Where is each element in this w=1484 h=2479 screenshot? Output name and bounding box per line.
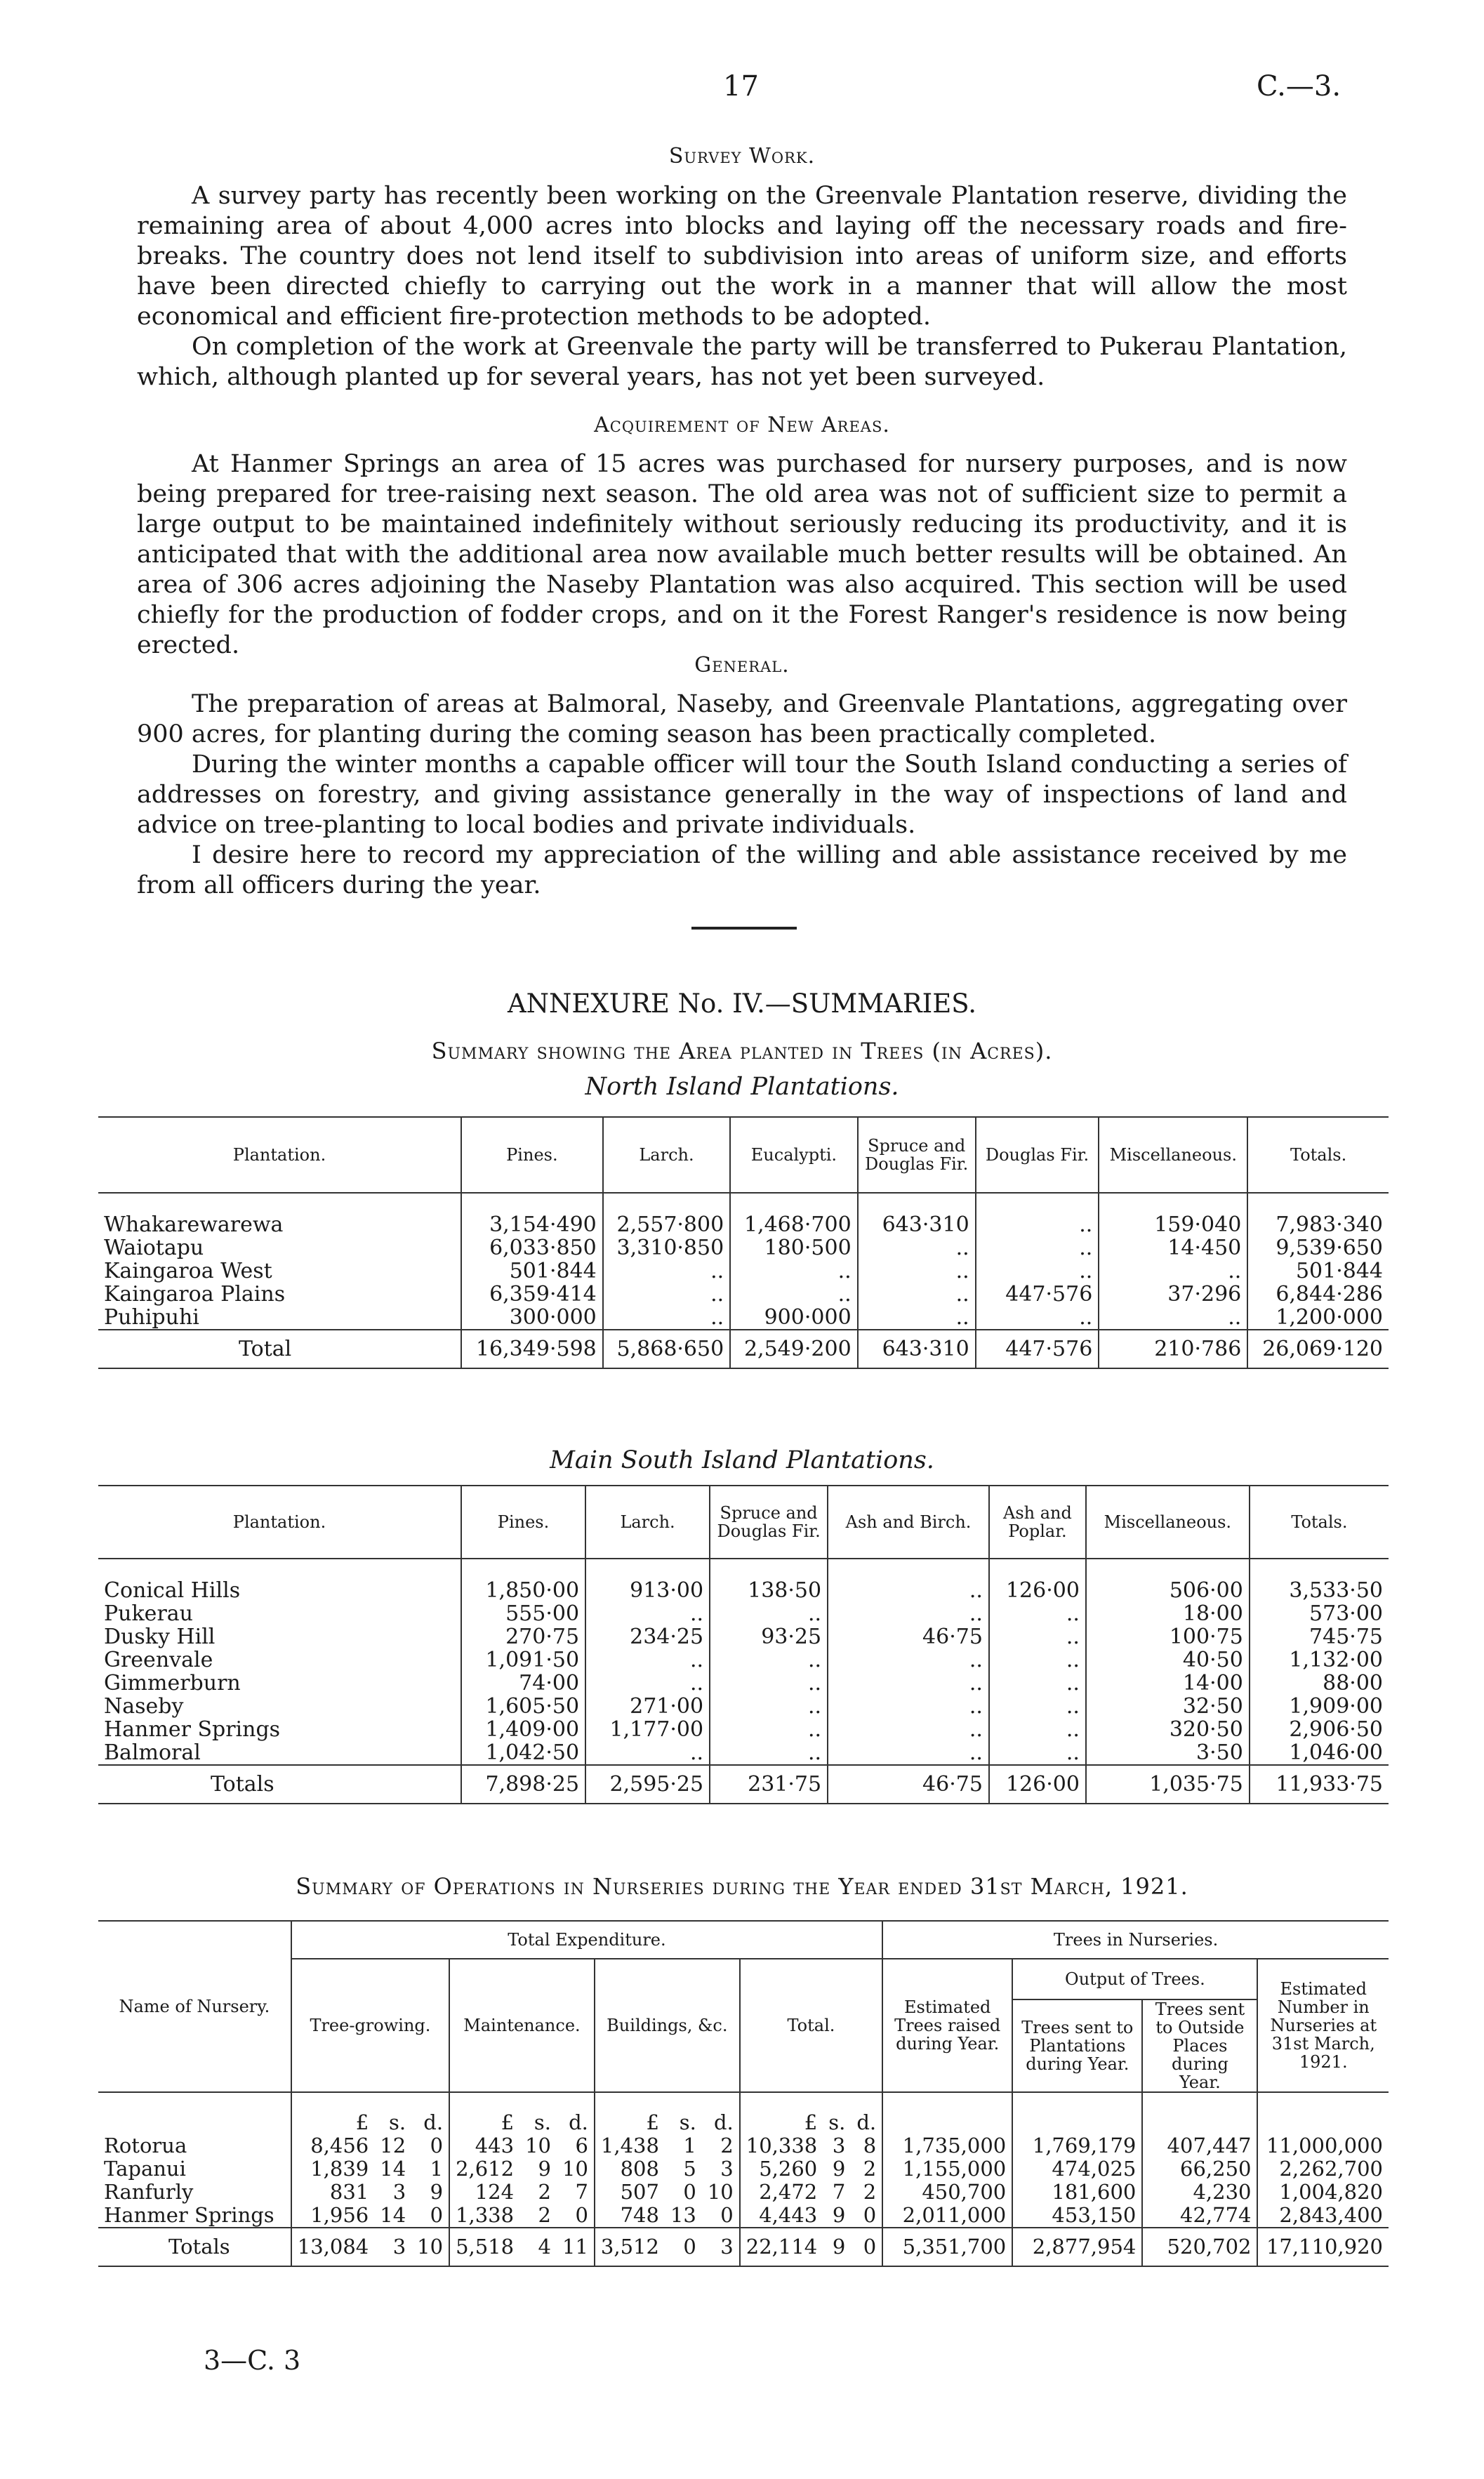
section-divider — [691, 927, 797, 930]
survey-section — [137, 181, 1347, 392]
acquirement-heading: Acquirement of New Areas. — [594, 413, 890, 437]
total-row: Totals 13,084 3 10 5,518 4 11 3,512 0 3 22,114 9 0 5,351,700 2,877,954 520,702 17,110,920 — [98, 2228, 1389, 2266]
col-header: Estimated Trees raised during Year. — [882, 1959, 1012, 2092]
general-heading: General. — [694, 653, 790, 677]
table-row: Gimmerburn 74·00 .. .. .. .. 14·00 88·00 — [98, 1672, 1389, 1695]
table-row: Balmoral 1,042·50 .. .. .. .. 3·50 1,046·00 — [98, 1741, 1389, 1765]
south-island-table — [98, 1485, 1389, 1804]
col-header: Buildings, &c. — [595, 1959, 740, 2092]
col-header: Totals. — [1250, 1486, 1389, 1559]
table-row: Hanmer Springs 1,956 14 0 1,338 2 0 748 13 0 4,443 9 0 2,011,000 453,150 42,774 2,843,400 — [98, 2204, 1389, 2228]
north-island-title: North Island Plantations. — [585, 1073, 899, 1101]
nursery-table — [98, 1920, 1389, 2267]
nursery-summary-title: Summary of Operations in Nurseries during the Year ended 31st March, 1921. — [296, 1873, 1188, 1900]
table-row: Whakarewarewa 3,154·490 2,557·800 1,468·700 643·310 .. 159·040 7,983·340 — [98, 1213, 1389, 1236]
col-header: Plantation. — [98, 1486, 461, 1559]
col-header: Ash and Birch. — [828, 1486, 989, 1559]
table-row: Rotorua 8,456 12 0 443 10 6 1,438 1 2 10,338 3 8 1,735,000 1,769,179 407,447 11,000,000 — [98, 2134, 1389, 2157]
document-ref: C.—3. — [1257, 70, 1341, 103]
table-row: Greenvale 1,091·50 .. .. .. .. 40·50 1,132·00 — [98, 1648, 1389, 1672]
footer-signature: 3—C. 3 — [204, 2345, 301, 2376]
table-row: Pukerau 555·00 .. .. .. .. 18·00 573·00 — [98, 1602, 1389, 1625]
area-summary-title: Summary showing the Area planted in Trees (in Acres). — [431, 1038, 1053, 1064]
col-header: Trees in Nurseries. — [882, 1921, 1389, 1959]
page-number: 17 — [723, 70, 759, 103]
col-header: Total Expenditure. — [291, 1921, 882, 1959]
col-header: Tree-growing. — [291, 1959, 449, 2092]
col-header: Name of Nursery. — [98, 1921, 291, 2092]
annexure-title: ANNEXURE No. IV.—SUMMARIES. — [507, 989, 977, 1019]
col-header: Totals. — [1247, 1117, 1389, 1193]
col-header: Ash and Poplar. — [989, 1486, 1086, 1559]
col-header: Estimated Number in Nurseries at 31st March, 1921. — [1257, 1959, 1389, 2092]
table-row: Naseby 1,605·50 271·00 .. .. .. 32·50 1,909·00 — [98, 1695, 1389, 1718]
units-row: £ s. d. £ s. d. £ s. d. £ s. d. — [98, 2092, 1389, 2134]
table-row: Kaingaroa Plains 6,359·414 .. .. .. 447·576 37·296 6,844·286 — [98, 1283, 1389, 1306]
col-header: Plantation. — [98, 1117, 461, 1193]
survey-paragraph-2: On completion of the work at Greenvale the party will be transferred to Pukerau Plantation, which, although planted up for several years, has not yet been surveyed. — [137, 333, 1347, 391]
col-header: Spruce and Douglas Fir. — [858, 1117, 976, 1193]
general-section — [137, 689, 1347, 901]
table-row: Hanmer Springs 1,409·00 1,177·00 .. .. .. 320·50 2,906·50 — [98, 1718, 1389, 1741]
general-paragraph-3: I desire here to record my appreciation of the willing and able assistance received by me from all officers during the year. — [137, 841, 1347, 899]
col-header: Larch. — [603, 1117, 730, 1193]
col-header: Eucalypti. — [730, 1117, 857, 1193]
col-header: Larch. — [585, 1486, 710, 1559]
col-header: Douglas Fir. — [976, 1117, 1099, 1193]
table-row: Kaingaroa West 501·844 .. .. .. .. .. 501·844 — [98, 1260, 1389, 1283]
acquirement-paragraph-1: At Hanmer Springs an area of 15 acres was purchased for nursery purposes, and is now being prepared for tree-raising next season. The old area was not of sufficient size to permit a large output to be maintained indefinitely without seriously reducing its productivity, and it is anticipated that with the additional area now available much better results will be obtained. An area of 306 acres adjoining the Naseby Plantation was also acquired. This section will be used chiefly for the production of fodder crops, and on it the Forest Ranger's residence is now being erected. — [137, 450, 1347, 659]
table-row: Waiotapu 6,033·850 3,310·850 180·500 .. .. 14·450 9,539·650 — [98, 1236, 1389, 1260]
table-row: Tapanui 1,839 14 1 2,612 9 10 808 5 3 5,260 9 2 1,155,000 474,025 66,250 2,262,700 — [98, 2157, 1389, 2181]
col-header: Spruce and Douglas Fir. — [710, 1486, 828, 1559]
col-header: Miscellaneous. — [1086, 1486, 1250, 1559]
table-row: Conical Hills 1,850·00 913·00 138·50 .. 126·00 506·00 3,533·50 — [98, 1579, 1389, 1602]
table-row: Dusky Hill 270·75 234·25 93·25 46·75 .. 100·75 745·75 — [98, 1625, 1389, 1648]
total-row: Totals 7,898·25 2,595·25 231·75 46·75 126·00 1,035·75 11,933·75 — [98, 1765, 1389, 1804]
col-header: Maintenance. — [449, 1959, 595, 2092]
col-header: Trees sent to Outside Places during Year. — [1142, 1999, 1257, 2092]
survey-heading: Survey Work. — [668, 144, 816, 168]
col-header: Total. — [740, 1959, 882, 2092]
table-row: Ranfurly 831 3 9 124 2 7 507 0 10 2,472 7 2 450,700 181,600 4,230 1,004,820 — [98, 2181, 1389, 2204]
col-header: Pines. — [461, 1117, 603, 1193]
col-header: Pines. — [461, 1486, 585, 1559]
col-header: Miscellaneous. — [1099, 1117, 1247, 1193]
acquirement-section — [137, 449, 1347, 661]
col-header: Output of Trees. — [1012, 1959, 1257, 1999]
general-paragraph-1: The preparation of areas at Balmoral, Naseby, and Greenvale Plantations, aggregating over 900 acres, for planting during the coming season has been practically completed. — [137, 690, 1347, 748]
south-island-title: Main South Island Plantations. — [550, 1446, 934, 1474]
north-island-table — [98, 1116, 1389, 1369]
col-header: Trees sent to Plantations during Year. — [1012, 1999, 1142, 2092]
survey-paragraph-1: A survey party has recently been working on the Greenvale Plantation reserve, dividing the remaining area of about 4,000 acres into blocks and laying off the necessary roads and fire-breaks. The country does not lend itself to subdivision into areas of uniform size, and efforts have been directed chiefly to carrying out the work in a manner that will allow the most economical and efficient fire-protection methods to be adopted. — [137, 182, 1347, 331]
table-row: Puhipuhi 300·000 .. 900·000 .. .. .. 1,200·000 — [98, 1306, 1389, 1330]
total-row: Total 16,349·598 5,868·650 2,549·200 643·310 447·576 210·786 26,069·120 — [98, 1330, 1389, 1368]
general-paragraph-2: During the winter months a capable officer will tour the South Island conducting a series of addresses on forestry, and giving assistance generally in the way of inspections of land and advice on tree-planting to local bodies and private individuals. — [137, 751, 1347, 839]
